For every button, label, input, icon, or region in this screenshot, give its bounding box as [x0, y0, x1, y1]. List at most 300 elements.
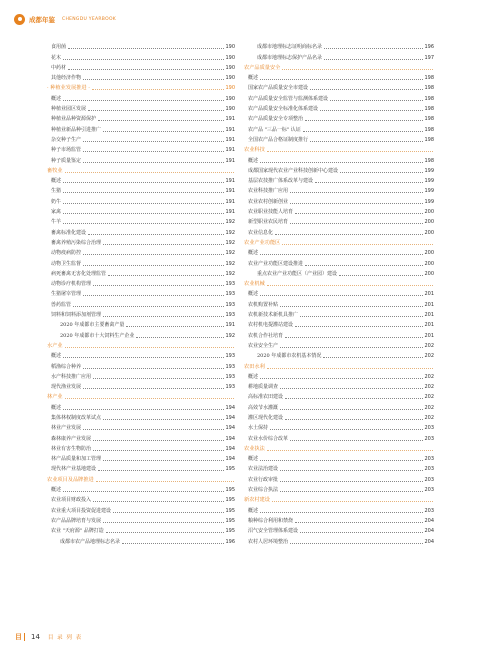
toc-entry-page: 191 — [225, 322, 235, 329]
toc-entry[interactable] — [47, 370, 235, 380]
leader-dots — [282, 69, 433, 70]
toc-entry[interactable] — [47, 421, 235, 431]
leader-dots — [267, 285, 433, 286]
leader-dots — [103, 522, 224, 523]
leader-dots — [136, 337, 224, 338]
toc-entry-title: 饲料和饲料添加剂管理 — [51, 312, 102, 319]
leader-dots — [83, 141, 224, 142]
leader-dots — [113, 512, 224, 513]
toc-entry[interactable] — [244, 256, 434, 266]
toc-entry-page: 191 — [225, 157, 235, 164]
leader-dots — [260, 512, 423, 513]
leader-dots — [280, 491, 423, 492]
toc-entry-page: 193 — [225, 291, 235, 298]
toc-section-heading[interactable] — [47, 164, 235, 174]
leader-dots — [290, 440, 423, 441]
toc-entry[interactable] — [47, 297, 235, 307]
toc-entry[interactable] — [47, 442, 235, 452]
toc-entry[interactable] — [47, 514, 235, 524]
toc-entry-title: 高标准农田建设 — [248, 394, 284, 401]
toc-entry-title: 病死畜禽无害化处理监管 — [51, 270, 107, 277]
toc-entry-page: 190 — [225, 64, 235, 71]
toc-entry[interactable] — [47, 503, 235, 513]
leader-dots — [103, 244, 224, 245]
toc-entry-page: 192 — [225, 219, 235, 226]
toc-entry-page: 192 — [225, 260, 235, 267]
toc-entry[interactable] — [47, 236, 235, 246]
toc-entry-page: 202 — [424, 394, 434, 401]
header-title: 成都年鉴 — [29, 15, 55, 24]
toc-entry[interactable] — [47, 277, 235, 287]
toc-entry[interactable] — [47, 40, 235, 50]
toc-entry[interactable] — [244, 174, 434, 184]
leader-dots — [300, 532, 423, 533]
toc-entry-page: 202 — [424, 414, 434, 421]
toc-entry[interactable] — [47, 462, 235, 472]
leader-dots — [290, 223, 423, 224]
toc-section-heading[interactable] — [47, 472, 235, 482]
toc-entry[interactable] — [244, 246, 434, 256]
toc-entry[interactable] — [47, 215, 235, 225]
toc-entry-title: 兽药监管 — [51, 301, 72, 308]
toc-entry-title: 基层农技推广体系改革与建设 — [248, 178, 314, 185]
leader-dots — [103, 131, 224, 132]
toc-entry-title: 新农村建设 — [244, 497, 270, 504]
toc-entry-title: 种植业新品种引进推广 — [51, 126, 102, 133]
toc-entry[interactable] — [47, 411, 235, 421]
toc-entry[interactable] — [244, 287, 434, 297]
toc-entry-title: 林业产业发展 — [51, 425, 82, 432]
toc-section-heading[interactable] — [47, 81, 235, 91]
toc-entry[interactable] — [244, 421, 434, 431]
toc-entry-page: 193 — [225, 301, 235, 308]
toc-entry-title: 沼气安全管理体系建设 — [248, 528, 299, 535]
leader-dots — [260, 162, 423, 163]
toc-entry-page: 190 — [225, 85, 235, 92]
leader-dots — [275, 234, 423, 235]
toc-entry[interactable] — [244, 411, 434, 421]
leader-dots — [103, 419, 224, 420]
leader-dots — [103, 316, 224, 317]
leader-dots — [260, 378, 423, 379]
toc-entry-title: 成都国家现代农业产业科技创新中心建设 — [248, 167, 339, 174]
toc-entry-title: 种植业品种资源保护 — [51, 116, 97, 123]
toc-entry-page: 195 — [225, 466, 235, 473]
toc-entry-title: 种植业园区发展 — [51, 106, 87, 113]
toc-entry-title: 概述 — [248, 157, 259, 164]
leader-dots — [98, 470, 224, 471]
leader-dots — [63, 192, 224, 193]
toc-entry[interactable] — [47, 287, 235, 297]
toc-entry[interactable] — [244, 503, 434, 513]
leader-dots — [63, 409, 224, 410]
toc-entry[interactable] — [47, 400, 235, 410]
toc-entry[interactable] — [47, 153, 235, 163]
leader-dots — [63, 491, 224, 492]
toc-entry-title: 林业有害生物防治 — [51, 445, 92, 452]
toc-entry-page: 198 — [424, 136, 434, 143]
toc-entry-title: 农业项目及品牌推进 — [47, 476, 94, 483]
leader-dots — [260, 460, 423, 461]
leader-dots — [73, 306, 224, 307]
toc-entry-page: 200 — [424, 250, 434, 257]
toc-entry[interactable] — [244, 472, 434, 482]
toc-entry-page: 198 — [424, 95, 434, 102]
toc-entry-page: 200 — [424, 270, 434, 277]
toc-entry-page: 201 — [424, 322, 434, 329]
leader-dots — [108, 275, 224, 276]
leader-dots — [65, 172, 234, 173]
toc-section-heading[interactable] — [244, 442, 434, 452]
leader-dots — [272, 501, 433, 502]
toc-entry-title: 种子质量鉴定 — [51, 157, 82, 164]
leader-dots — [305, 120, 423, 121]
leader-dots — [323, 357, 423, 358]
toc-entry[interactable] — [244, 50, 434, 60]
toc-entry-title: 农业产业功能区建设推进 — [248, 260, 304, 267]
toc-entry[interactable] — [244, 514, 434, 524]
toc-entry-page: 195 — [225, 528, 235, 535]
toc-entry[interactable] — [244, 452, 434, 462]
toc-entry-page: 199 — [424, 178, 434, 185]
leader-dots — [270, 429, 423, 430]
toc-entry[interactable] — [47, 91, 235, 101]
toc-entry[interactable] — [244, 431, 434, 441]
toc-section-heading[interactable] — [244, 61, 434, 71]
toc-entry[interactable] — [47, 524, 235, 534]
leader-dots — [315, 182, 423, 183]
toc-entry-page: 191 — [225, 136, 235, 143]
toc-entry[interactable] — [244, 205, 434, 215]
toc-entry[interactable] — [47, 112, 235, 122]
toc-entry-page: 202 — [424, 342, 434, 349]
toc-section-heading[interactable] — [244, 493, 434, 503]
toc-entry-page: 194 — [225, 414, 235, 421]
toc-section-heading[interactable] — [244, 359, 434, 369]
toc-entry-page: 203 — [424, 456, 434, 463]
toc-entry[interactable] — [244, 164, 434, 174]
toc-entry-page: 196 — [225, 538, 235, 545]
leader-dots — [63, 100, 224, 101]
toc-entry-title: 概述 — [51, 487, 62, 494]
toc-entry[interactable] — [47, 534, 235, 544]
toc-section-heading[interactable] — [47, 339, 235, 349]
leader-dots — [320, 110, 423, 111]
toc-entry[interactable] — [47, 71, 235, 81]
toc-entry-page: 195 — [225, 497, 235, 504]
leader-dots — [260, 79, 423, 80]
toc-entry[interactable] — [47, 452, 235, 462]
toc-entry[interactable] — [244, 483, 434, 493]
leader-dots — [295, 213, 423, 214]
leader-dots — [310, 141, 423, 142]
toc-entry-page: 199 — [424, 188, 434, 195]
toc-entry-page: 204 — [424, 528, 434, 535]
toc-entry-title: 农业农村创新创业 — [248, 198, 289, 205]
toc-entry[interactable] — [244, 225, 434, 235]
toc-entry-title: 林产品质量和加工管理 — [51, 456, 102, 463]
toc-entry-page: 191 — [225, 198, 235, 205]
toc-entry-title: 农村人居环境整治 — [248, 538, 289, 545]
toc-entry-title: 农村机电提灌站建设 — [248, 322, 294, 329]
leader-dots — [285, 419, 423, 420]
toc-entry-page: 194 — [225, 445, 235, 452]
toc-section-heading[interactable] — [47, 390, 235, 400]
leader-dots — [96, 481, 234, 482]
toc-entry-page: 191 — [225, 147, 235, 154]
toc-entry-page: 194 — [225, 435, 235, 442]
toc-entry[interactable] — [47, 308, 235, 318]
toc-entry-title: 农田水利 — [244, 363, 265, 370]
footer-divider — [24, 633, 25, 641]
toc-entry[interactable] — [244, 122, 434, 132]
toc-entry-title: 耕地质量调查 — [248, 384, 279, 391]
leader-dots — [63, 223, 224, 224]
toc-entry[interactable] — [47, 225, 235, 235]
leader-dots — [280, 388, 423, 389]
toc-entry-title: 畜牧业 — [47, 167, 63, 174]
toc-entry-page: 193 — [225, 373, 235, 380]
toc-entry-page: 204 — [424, 517, 434, 524]
toc-entry[interactable] — [47, 143, 235, 153]
toc-entry[interactable] — [244, 112, 434, 122]
toc-entry[interactable] — [244, 133, 434, 143]
toc-entry[interactable] — [47, 122, 235, 132]
leader-dots — [93, 450, 224, 451]
leader-dots — [63, 357, 224, 358]
toc-entry[interactable] — [47, 380, 235, 390]
leader-dots — [65, 347, 234, 348]
toc-entry[interactable] — [244, 349, 434, 359]
toc-entry[interactable] — [47, 184, 235, 194]
leader-dots — [340, 172, 423, 173]
toc-entry-title: 概述 — [248, 373, 259, 380]
leader-dots — [93, 501, 224, 502]
toc-entry[interactable] — [244, 308, 434, 318]
toc-entry-page: 198 — [424, 157, 434, 164]
toc-entry-title: 稻渔综合种养 — [51, 363, 82, 370]
toc-entry-title: 农产品质量安全专项整治 — [248, 116, 304, 123]
toc-entry-title: 农业职业技能人培育 — [248, 209, 294, 216]
leader-dots — [63, 59, 224, 60]
toc-entry-page: 192 — [225, 332, 235, 339]
toc-entry[interactable] — [244, 81, 434, 91]
toc-entry-page: 198 — [424, 106, 434, 113]
toc-entry-title: 概述 — [248, 507, 259, 514]
toc-entry-page: 193 — [225, 312, 235, 319]
leader-dots — [295, 326, 423, 327]
toc-entry[interactable] — [47, 483, 235, 493]
toc-left-column — [47, 40, 235, 545]
toc-entry-title: 花木 — [51, 54, 62, 61]
toc-entry-page: 191 — [225, 209, 235, 216]
leader-dots — [88, 234, 224, 235]
toc-entry[interactable] — [244, 297, 434, 307]
toc-entry-page: 194 — [225, 425, 235, 432]
toc-entry-page: 203 — [424, 507, 434, 514]
toc-entry-page: 194 — [225, 456, 235, 463]
toc-entry[interactable] — [244, 318, 434, 328]
toc-entry-page: 195 — [225, 487, 235, 494]
toc-entry[interactable] — [47, 256, 235, 266]
toc-entry-title: 高效节水灌溉 — [248, 404, 279, 411]
toc-entry-title: 概述 — [248, 250, 259, 257]
toc-entry-title: 农业机械 — [244, 281, 265, 288]
toc-entry-page: 190 — [225, 75, 235, 82]
leader-dots — [83, 162, 224, 163]
toc-entry-page: 203 — [424, 425, 434, 432]
leader-dots — [92, 89, 225, 90]
leader-dots — [126, 326, 224, 327]
toc-right-column — [244, 40, 434, 545]
toc-entry[interactable] — [244, 370, 434, 380]
toc-entry-title: 粮种综合利用和禁烧 — [248, 517, 294, 524]
toc-entry-title: 种子市场监管 — [51, 147, 82, 154]
toc-entry[interactable] — [47, 194, 235, 204]
toc-entry-page: 191 — [225, 116, 235, 123]
toc-section-heading[interactable] — [244, 236, 434, 246]
toc-entry[interactable] — [47, 174, 235, 184]
toc-entry-title: 奶牛 — [51, 198, 62, 205]
toc-entry-page: 199 — [424, 198, 434, 205]
leader-dots — [122, 543, 224, 544]
leader-dots — [300, 316, 423, 317]
leader-dots — [63, 203, 224, 204]
toc-entry[interactable] — [47, 133, 235, 143]
toc-entry-title: 农业 "天府源" 品牌打造 — [51, 528, 104, 535]
toc-entry-title: 新型职业农民培育 — [248, 219, 289, 226]
toc-entry[interactable] — [244, 462, 434, 472]
toc-entry-title: 农机新技术新机具推广 — [248, 312, 299, 319]
toc-entry[interactable] — [244, 194, 434, 204]
toc-entry-title: 农产品质量安全监管与监测体系建设 — [248, 95, 329, 102]
toc-entry[interactable] — [244, 339, 434, 349]
leader-dots — [330, 100, 423, 101]
leader-dots — [106, 532, 225, 533]
toc-entry-page: 190 — [225, 44, 235, 51]
leader-dots — [267, 450, 433, 451]
toc-entry-title: 2020 年成都市主要畜禽产量 — [60, 322, 125, 329]
toc-entry[interactable] — [47, 328, 235, 338]
leader-dots — [280, 470, 423, 471]
toc-entry[interactable] — [47, 246, 235, 256]
toc-entry[interactable] — [244, 215, 434, 225]
toc-entry[interactable] — [244, 534, 434, 544]
toc-entry[interactable] — [244, 328, 434, 338]
toc-entry[interactable] — [47, 205, 235, 215]
toc-entry[interactable] — [47, 359, 235, 369]
toc-entry[interactable] — [244, 102, 434, 112]
toc-entry[interactable] — [47, 61, 235, 71]
toc-entry-page: 191 — [225, 126, 235, 133]
toc-entry-title: 动物诊疗机构管理 — [51, 281, 92, 288]
toc-entry-title: 森林康养产业发展 — [51, 435, 92, 442]
toc-entry-page: 195 — [225, 507, 235, 514]
toc-entry[interactable] — [244, 400, 434, 410]
toc-entry-title: 2020 年成都市十大饲料生产企业 — [60, 332, 135, 339]
leader-dots — [83, 368, 224, 369]
leader-dots — [63, 213, 224, 214]
toc-entry-page: 203 — [424, 466, 434, 473]
leader-dots — [65, 398, 234, 399]
toc-entry-page: 203 — [424, 487, 434, 494]
toc-entry-title: 动物卫生监督 — [51, 260, 82, 267]
toc-entry-page: 190 — [225, 95, 235, 102]
toc-entry-page: 194 — [225, 404, 235, 411]
toc-entry[interactable] — [244, 40, 434, 50]
leader-dots — [280, 481, 423, 482]
toc-section-heading[interactable] — [244, 277, 434, 287]
toc-entry[interactable] — [244, 390, 434, 400]
toc-entry[interactable] — [244, 91, 434, 101]
toc-entry-page: 195 — [225, 517, 235, 524]
toc-entry-page: 200 — [424, 219, 434, 226]
toc-entry[interactable] — [47, 349, 235, 359]
toc-entry[interactable] — [47, 493, 235, 503]
leader-dots — [285, 337, 423, 338]
header-subtitle: CHENGDU YEARBOOK — [62, 16, 117, 22]
toc-entry-title: 农业科技 — [244, 147, 265, 154]
toc-section-heading[interactable] — [244, 143, 434, 153]
toc-entry-title: 生猪 — [51, 188, 62, 195]
toc-entry[interactable] — [244, 153, 434, 163]
toc-entry-page: 202 — [424, 404, 434, 411]
toc-entry-title: 概述 — [51, 95, 62, 102]
toc-entry-page: 191 — [225, 188, 235, 195]
toc-entry[interactable] — [244, 524, 434, 534]
toc-entry-title: 国家农产品质量安全市建设 — [248, 85, 309, 92]
toc-entry[interactable] — [244, 267, 434, 277]
leader-dots — [83, 388, 224, 389]
toc-entry-title: 水产科技推广应用 — [51, 373, 92, 380]
toc-entry-title: 生猪屠宰管理 — [51, 291, 82, 298]
leader-dots — [260, 295, 423, 296]
toc-entry-page: 201 — [424, 291, 434, 298]
toc-entry-page: 202 — [424, 353, 434, 360]
leader-dots — [83, 254, 224, 255]
leader-dots — [267, 368, 433, 369]
toc-entry-title: 全国农产品合格证制度推行 — [248, 136, 309, 143]
toc-entry[interactable] — [244, 71, 434, 81]
toc-entry-page: 198 — [424, 126, 434, 133]
toc-entry-title: 农产品质量安全 — [244, 64, 281, 71]
toc-entry[interactable] — [47, 267, 235, 277]
toc-entry-page: 193 — [225, 353, 235, 360]
toc-entry-title: 概述 — [248, 291, 259, 298]
toc-entry-title: 畜禽养殖污染综合治理 — [51, 239, 102, 246]
toc-entry-title: 农业法治建设 — [248, 466, 279, 473]
leader-dots — [324, 48, 423, 49]
leader-dots — [93, 285, 224, 286]
toc-entry[interactable] — [47, 431, 235, 441]
toc-entry-page: 203 — [424, 476, 434, 483]
toc-entry[interactable] — [47, 50, 235, 60]
yearbook-logo-icon — [14, 14, 25, 25]
toc-entry[interactable] — [47, 318, 235, 328]
toc-entry-title: 集体林权制度改革试点 — [51, 414, 102, 421]
toc-entry-page: 197 — [424, 54, 434, 61]
toc-entry-title: 农业科技推广应用 — [248, 188, 289, 195]
toc-entry[interactable] — [244, 184, 434, 194]
toc-entry[interactable] — [244, 380, 434, 390]
footer-mark: 目 — [15, 633, 22, 641]
leader-dots — [93, 378, 224, 379]
toc-entry-title: 农业重大项目投资促进建设 — [51, 507, 112, 514]
toc-entry-title: 概述 — [248, 75, 259, 82]
leader-dots — [103, 460, 224, 461]
toc-entry-title: 成都市农产品地理标志名录 — [60, 538, 121, 545]
toc-entry[interactable] — [47, 102, 235, 112]
